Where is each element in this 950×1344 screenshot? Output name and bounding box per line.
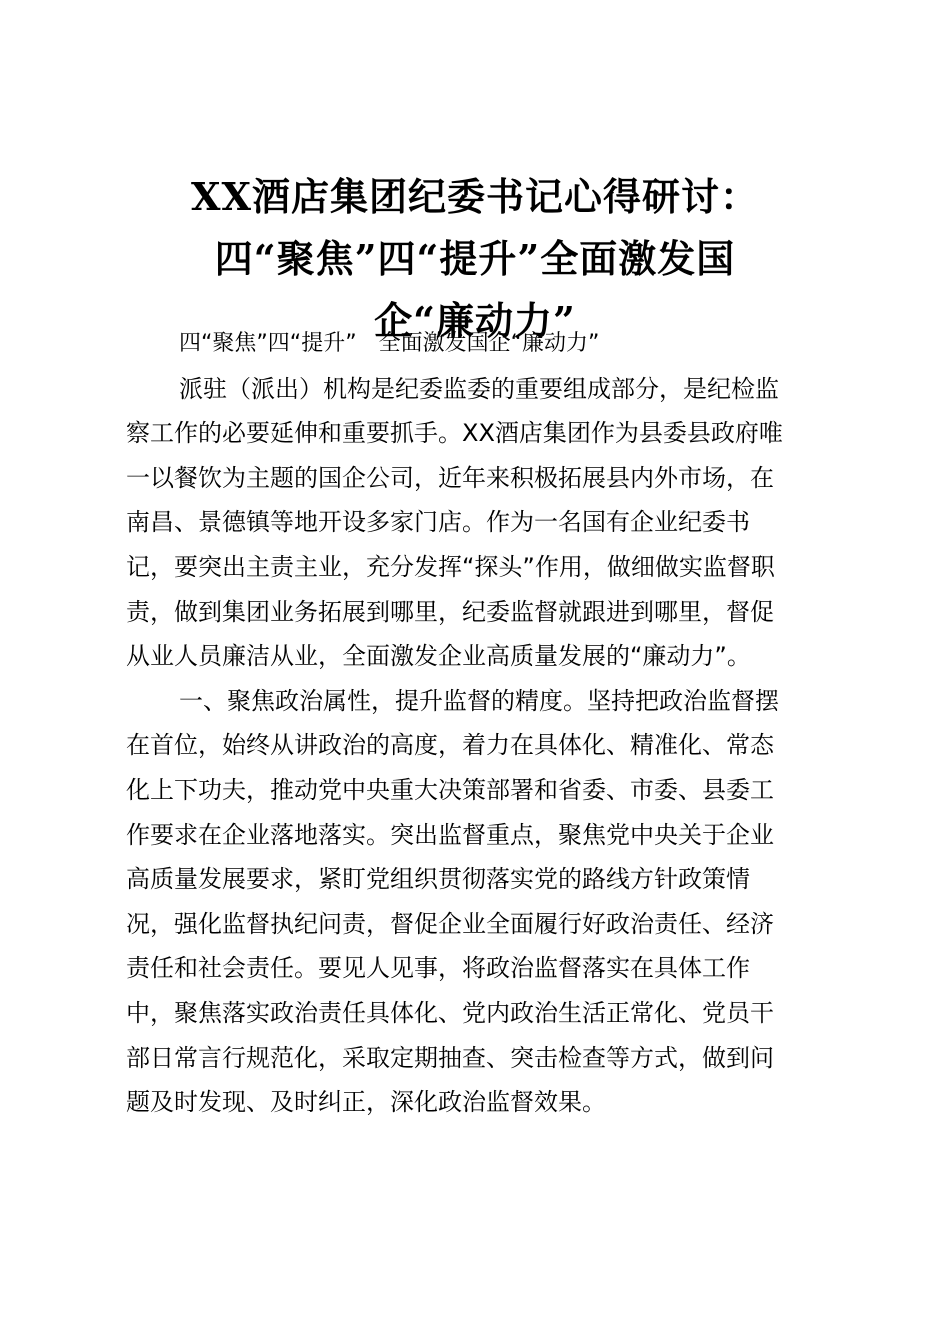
subtitle: 四“聚焦”四“提升” 全面激发国企“廉动力” bbox=[179, 331, 600, 356]
paragraph-2-line: 高质量发展要求，紧盯党组织贯彻落实党的路线方针政策情 bbox=[126, 865, 750, 894]
paragraph-1-line: 南昌、景德镇等地开设多家门店。作为一名国有企业纪委书 bbox=[126, 508, 750, 537]
title-line-1: XX酒店集团纪委书记心得研讨： bbox=[191, 174, 759, 219]
paragraph-1-line: 察工作的必要延伸和重要抓手。XX酒店集团作为县委县政府唯 bbox=[126, 419, 783, 448]
paragraph-1 bbox=[126, 367, 820, 679]
paragraph-2 bbox=[126, 679, 820, 1125]
paragraph-1-line: 一以餐饮为主题的国企公司，近年来积极拓展县内外市场，在 bbox=[126, 463, 774, 492]
document-body bbox=[126, 322, 820, 1125]
paragraph-2-line: 责任和社会责任。要见人见事，将政治监督落实在具体工作 bbox=[126, 954, 750, 983]
paragraph-2-line: 况，强化监督执纪问责，督促企业全面履行好政治责任、经济 bbox=[126, 909, 774, 938]
title-line-2: 四“聚焦”四“提升”全面激发国 bbox=[214, 236, 736, 281]
paragraph-2-line: 部日常言行规范化，采取定期抽查、突击检查等方式，做到问 bbox=[126, 1043, 774, 1072]
paragraph-2-line: 一、聚焦政治属性，提升监督的精度。坚持把政治监督摆 bbox=[179, 686, 779, 715]
paragraph-2-line: 在首位，始终从讲政治的高度，着力在具体化、精准化、常态 bbox=[126, 731, 774, 760]
paragraph-2-line: 题及时发现、及时纠正，深化政治监督效果。 bbox=[126, 1088, 606, 1117]
paragraph-1-line: 责，做到集团业务拓展到哪里，纪委监督就跟进到哪里，督促 bbox=[126, 597, 774, 626]
paragraph-1-line: 记，要突出主责主业，充分发挥“探头”作用，做细做实监督职 bbox=[126, 552, 775, 581]
paragraph-1-line: 派驻（派出）机构是纪委监委的重要组成部分，是纪检监 bbox=[179, 374, 779, 403]
paragraph-2-line: 化上下功夫，推动党中央重大决策部署和省委、市委、县委工 bbox=[126, 775, 774, 804]
paragraph-2-line: 作要求在企业落地落实。突出监督重点，聚焦党中央关于企业 bbox=[126, 820, 774, 849]
paragraph-2-line: 中，聚焦落实政治责任具体化、党内政治生活正常化、党员干 bbox=[126, 998, 774, 1027]
paragraph-1-line: 从业人员廉洁从业，全面激发企业高质量发展的“廉动力”。 bbox=[126, 642, 751, 671]
title-line-3: 企“廉动力” bbox=[374, 298, 576, 343]
